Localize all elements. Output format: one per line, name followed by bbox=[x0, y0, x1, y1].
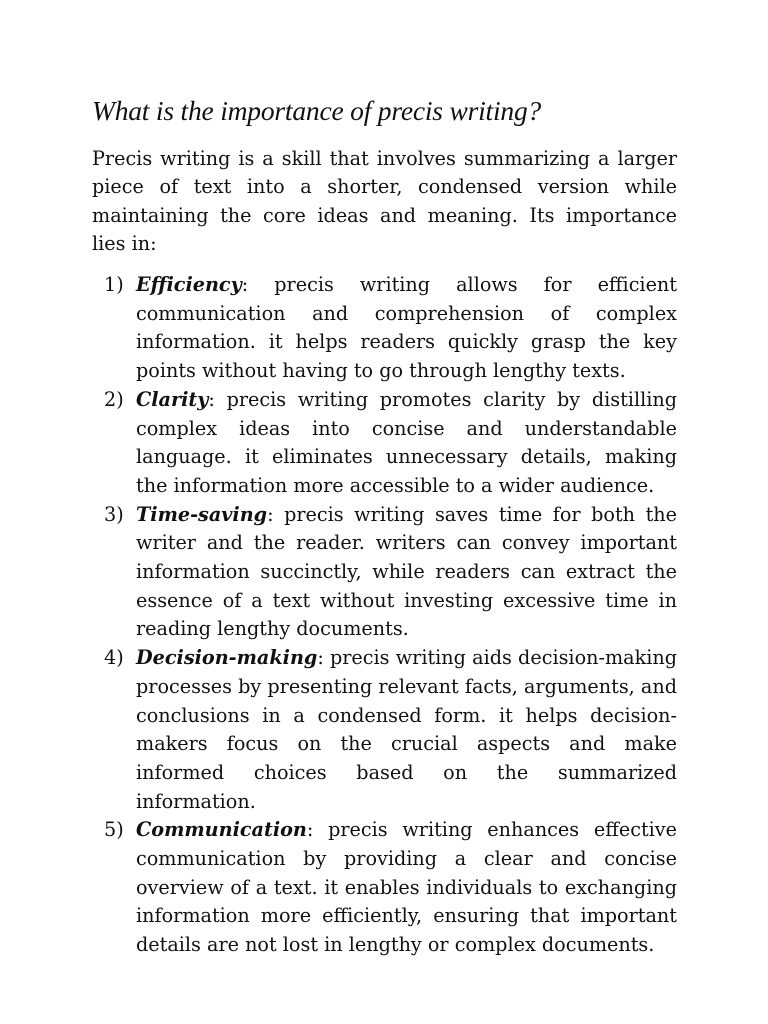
list-item-time-saving bbox=[92, 501, 677, 645]
importance-list bbox=[92, 271, 677, 960]
list-item-number: 2) bbox=[104, 387, 124, 411]
list-item-term: Time-saving bbox=[136, 502, 268, 526]
list-item-number: 3) bbox=[104, 502, 124, 526]
list-item-text: : precis writing enhances effective communication by providing a clear and concise overview of a text. it enables individuals to exchanging information more efficiently, ensuring that important details are not lost in lengthy or complex documents. bbox=[136, 818, 677, 957]
list-item-term: Decision-making bbox=[136, 646, 318, 670]
list-item-text: : precis writing saves time for both the writer and the reader. writers can convey important information succinctly, while readers can extract the essence of a text without investing excessive time in reading lengthy documents. bbox=[136, 502, 677, 641]
list-item-text: : precis writing aids decision-making processes by presenting relevant facts, arguments, and conclusions in a condensed form. it helps decision-makers focus on the crucial aspects and make informed choices based on the summarized information. bbox=[136, 646, 677, 813]
list-item-number: 5) bbox=[104, 818, 124, 842]
list-item-efficiency bbox=[92, 271, 677, 386]
list-item-term: Communication bbox=[136, 818, 307, 842]
list-item-number: 4) bbox=[104, 646, 124, 670]
list-item-text: : precis writing allows for efficient communication and comprehension of complex information. it helps readers quickly grasp the key points without having to go through lengthy texts. bbox=[136, 273, 677, 383]
intro-paragraph: Precis writing is a skill that involves summarizing a larger piece of text into a shorter, condensed version while maintaining the core ideas and meaning. Its importance lies in: bbox=[92, 147, 677, 255]
list-item-text: : precis writing promotes clarity by distilling complex ideas into concise and understandable language. it eliminates unnecessary details, making the information more accessible to a wider audience. bbox=[136, 387, 677, 497]
list-item-number: 1) bbox=[104, 273, 124, 296]
list-item-communication bbox=[92, 816, 677, 960]
list-item-term: Efficiency bbox=[136, 273, 242, 296]
list-item-clarity bbox=[92, 386, 677, 501]
list-item-decision-making bbox=[92, 644, 677, 816]
list-item-term: Clarity bbox=[136, 387, 209, 411]
document-title: What is the importance of precis writing? bbox=[92, 95, 542, 126]
